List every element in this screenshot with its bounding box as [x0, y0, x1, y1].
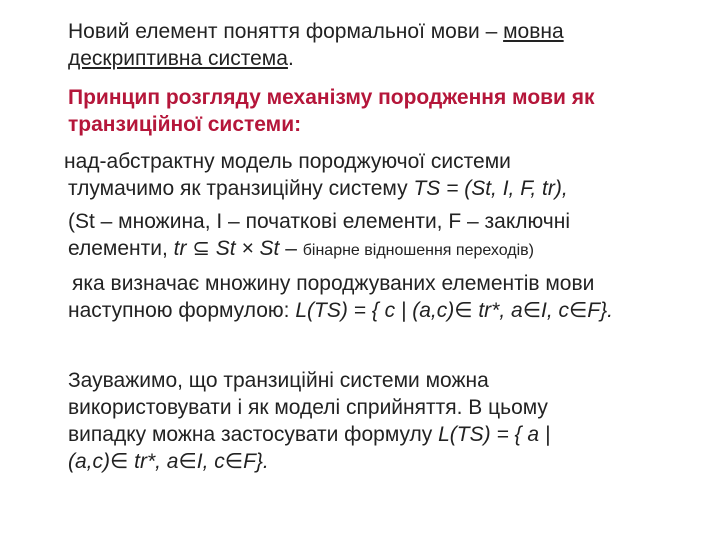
- para2-line-3: [68, 421, 688, 448]
- para1-line-6: [68, 297, 688, 324]
- tr-formula: tr ⊆ St × St: [173, 237, 280, 260]
- heading-line-2: транзиційної системи:: [68, 113, 302, 136]
- para2-line-4: [68, 448, 688, 475]
- intro-line-1: [68, 18, 688, 45]
- para1-line-5: яка визначає множину породжуваних елементів мови: [72, 272, 595, 295]
- para1-line-3: (St – множина, I – початкові елементи, F – заключні: [68, 210, 570, 233]
- intro-line-2: [68, 45, 688, 72]
- para1-line-1: над-абстрактну модель породжуючої системи: [64, 150, 511, 173]
- para2-text: випадку можна застосувати формулу: [68, 423, 439, 446]
- para1-text: тлумачимо як транзиційну систему: [68, 177, 414, 200]
- term-link-part-1: мовна: [503, 20, 564, 43]
- intro-period: .: [287, 47, 294, 70]
- para2-line-2: використовувати і як моделі сприйняття. В цьому: [68, 396, 548, 419]
- dash: –: [279, 237, 303, 260]
- perception-formula-part-2: (a,c)∈ tr*, a∈I, c∈F}.: [68, 450, 269, 473]
- perception-formula-part-1: L(TS) = { a |: [438, 423, 551, 446]
- para1-text: елементи,: [68, 237, 174, 260]
- para2-line-1: Зауважимо, що транзиційні системи можна: [68, 369, 489, 392]
- language-formula: L(TS) = { c | (a,c)∈ tr*, a∈I, c∈F}.: [295, 299, 613, 322]
- intro-text: Новий елемент поняття формальної мови –: [68, 20, 504, 43]
- para1-line-2: [68, 175, 688, 202]
- heading-line-1: Принцип розгляду механізму породження мови як: [68, 86, 595, 109]
- term-link-part-2: дескриптивна система: [68, 47, 288, 70]
- para1-line-4: [68, 235, 688, 264]
- relation-note: бінарне відношення переходів): [302, 242, 534, 259]
- ts-formula: TS = (St, I, F, tr),: [413, 177, 568, 200]
- para1-text: наступною формулою:: [68, 299, 296, 322]
